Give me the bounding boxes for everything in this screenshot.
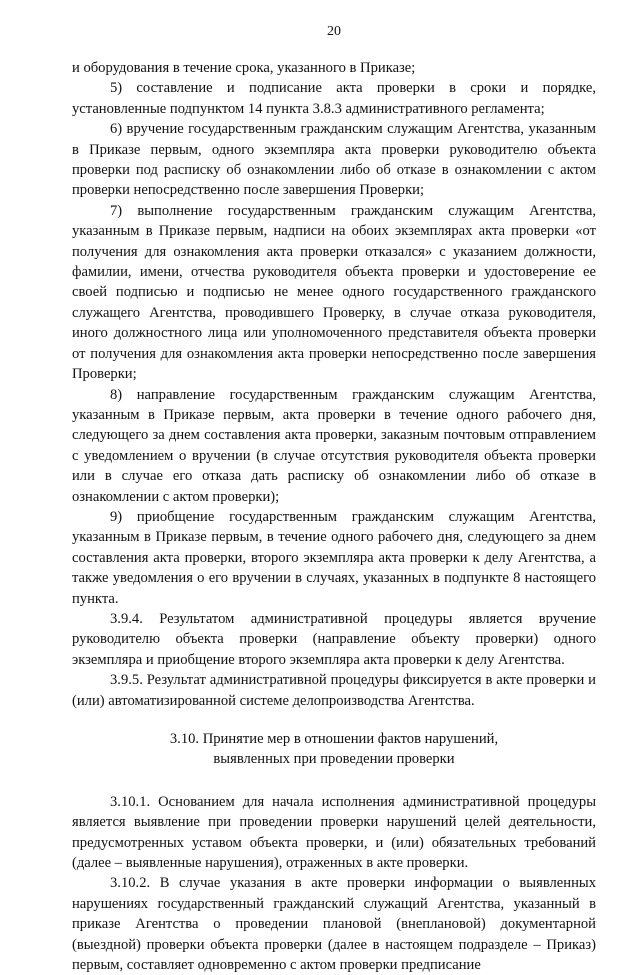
paragraph: 3.10.1. Основанием для начала исполнения административной процедуры является выявление при проведении проверки нарушений целей деятельности, предусмотренных уставом объекта проверки, и (или) обязательных требований (далее – выявленные нарушения), отраженных в акте проверки. — [72, 793, 596, 872]
section-title — [72, 729, 596, 770]
paragraph: и оборудования в течение срока, указанного в Приказе; — [72, 60, 416, 76]
paragraph: 3.10.2. В случае указания в акте проверки информации о выявленных нарушениях государственный гражданский служащий Агентства, указанный в приказе Агентства о проведении плановой (внеплановой) документарной (выездной) проверки объекта проверки (далее в настоящем подразделе – Приказ) первым, составляет одновременно с актом проверки предписание — [72, 875, 596, 974]
paragraph: 3.9.5. Результат административной процедуры фиксируется в акте проверки и (или) автоматизированной системе делопроизводства Агентства. — [72, 672, 596, 709]
paragraph: 6) вручение государственным гражданским служащим Агентства, указанным в Приказе первым, одного экземпляра акта проверки руководителю объекта проверки под расписку об ознакомлении либо об отказе в ознакомлении с актом проверки непосредственно после завершения Проверки; — [72, 121, 596, 199]
paragraphs-before — [72, 58, 596, 711]
section-title-line: выявленных при проведении проверки — [213, 751, 455, 768]
paragraphs-after — [72, 792, 596, 975]
paragraph: 9) приобщение государственным гражданским служащим Агентства, указанным в Приказе первым, в течение одного рабочего дня, следующего за днем составления акта проверки, второго экземпляра акта проверки к делу Агентства, а также уведомления о его вручении в случаях, указанных в подпункте 8 настоящего пункта. — [72, 508, 596, 607]
document-page — [72, 22, 596, 975]
page-number: 20 — [327, 24, 341, 39]
paragraph: 8) направление государственным гражданским служащим Агентства, указанным в Приказе первым, акта проверки в течение одного рабочего дня, следующего за днем составления акта проверки, заказным почтовым отправлением с уведомлением о вручении (в случае отсутствия руководителя объекта проверки или в случае его отказа дать расписку об ознакомлении либо об отказе в ознакомлении с актом проверки); — [72, 386, 596, 505]
section-title-line: 3.10. Принятие мер в отношении фактов нарушений, — [169, 731, 499, 747]
paragraph: 7) выполнение государственным гражданским служащим Агентства, указанным в Приказе первым, надписи на обоих экземплярах акта проверки «от получения для ознакомления акта проверки отказался» с указанием должности, фамилии, имени, отчества руководителя объекта проверки и удостоверение ее своей подписью и подписью не менее одного государственного гражданского служащего Агентства, проводившего Проверку, в случае отказа руководителя, иного должностного лица или уполномоченного представителя объекта проверки от получения для ознакомления акта проверки непосредственно после завершения Проверки; — [72, 202, 596, 383]
paragraph: 3.9.4. Результатом административной процедуры является вручение руководителю объекта проверки (направление объекту проверки) одного экземпляра и приобщение второго экземпляра акта проверки к делу Агентства. — [72, 610, 596, 668]
paragraph: 5) составление и подписание акта проверки в сроки и порядке, установленные подпунктом 14 пункта 3.8.3 административного регламента; — [72, 80, 596, 117]
